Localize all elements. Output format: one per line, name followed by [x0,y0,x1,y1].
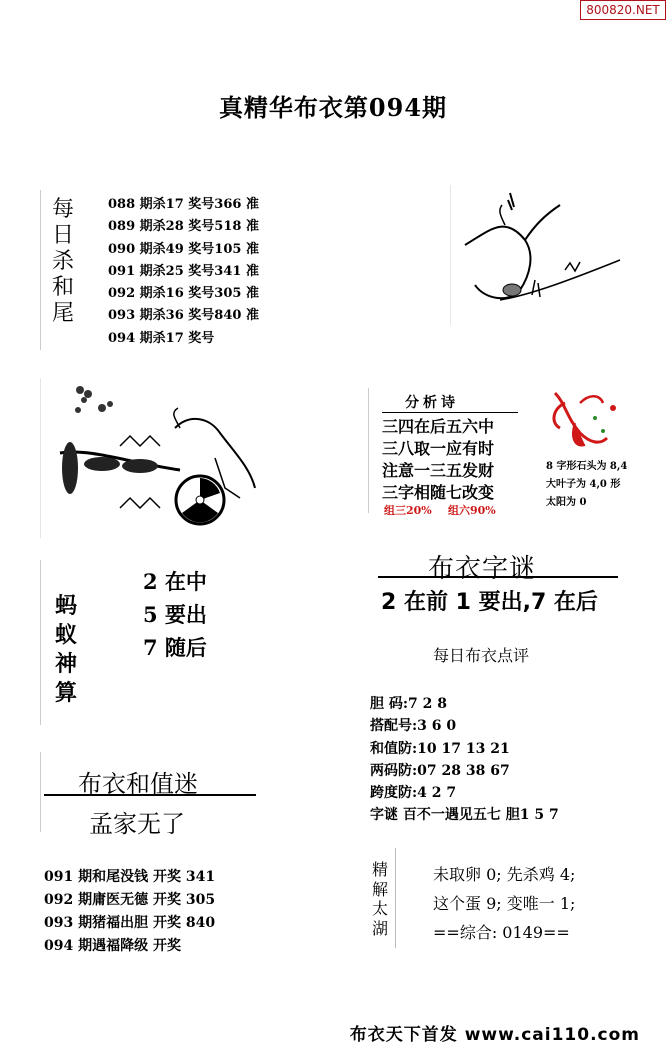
poem-line: 三四在后五六中 [382,417,495,436]
list-item: 092 期杀16 奖号305 准 [108,286,259,302]
shape-note-line: 太阳为 0 [546,497,587,508]
list-item: 089 期杀28 奖号518 准 [108,219,259,235]
list-item: 091 期和尾没钱 开奖 341 [44,869,216,885]
vertical-char: 太 [372,899,389,918]
divider [40,190,41,350]
list-item: ==综合: 0149== [433,923,570,942]
bird-illustration [450,185,630,325]
shape-note-line: 8 字形石头为 8,4 [546,461,628,472]
vertical-char: 解 [372,879,389,899]
list-item: 和值防:10 17 13 21 [370,740,510,757]
list-item: 2 在中 [143,569,207,594]
riddle-underline [378,576,618,578]
divider [368,388,369,513]
footer-text: 布衣天下首发 www.cai110.com [349,1025,640,1045]
divider [40,560,41,725]
daily-kill-vertical-label [52,197,74,327]
poem-line: 三八取一应有时 [382,439,495,458]
list-item: 未取卵 0; 先杀鸡 4; [433,865,576,884]
page-title: 真精华布衣第094期 [218,93,448,122]
list-item: 跨度防:4 2 7 [370,785,457,802]
vertical-char: 蚁 [55,622,78,648]
vertical-char: 神 [55,651,78,677]
list-item: 7 随后 [143,635,207,660]
list-item: 088 期杀17 奖号366 准 [108,197,259,212]
vertical-char: 和 [52,275,75,300]
divider [395,848,396,948]
jingjie-lines [433,860,575,947]
poem-line: 三字相随七改变 [382,483,495,502]
ant-list [143,565,207,664]
riddle-title: 布衣字谜 [428,554,537,584]
vertical-char: 每 [52,197,75,222]
list-item: 090 期杀49 奖号105 准 [108,241,259,257]
list-item: 搭配号:3 6 0 [370,718,457,735]
divider [40,752,41,832]
plant-illustration [545,383,625,455]
poem-footer-left: 组三20% [384,504,432,517]
poem-line: 注意一三五发财 [382,461,495,480]
list-item: 胆 码:7 2 8 [370,696,448,712]
list-item: 094 期杀17 奖号 [108,330,215,346]
list-item: 两码防:07 28 38 67 [370,762,510,779]
poem-title-underline [382,412,518,413]
list-item: 093 期猪福出胆 开奖 840 [44,915,216,931]
list-item: 092 期庸医无德 开奖 305 [44,892,216,908]
ant-vertical-label [55,592,77,708]
jingjie-vertical-label [372,860,388,938]
poem-footer-right: 组六90% [448,504,496,517]
list-item: 093 期杀36 奖号840 准 [108,308,259,324]
site-watermark: 800820.NET [580,0,666,20]
vertical-char: 算 [55,680,78,706]
list-item: 5 要出 [143,602,207,627]
list-item: 094 期遇福降级 开奖 [44,938,181,954]
vertical-char: 湖 [372,918,389,938]
riddle-answer: 2 在前 1 要出,7 在后 [381,590,598,615]
cart-illustration [40,378,270,538]
sum-riddle-title: 布衣和值迷 [78,770,198,798]
daily-kill-list [108,194,259,350]
vertical-char: 尾 [52,301,75,326]
list-item: 字谜 百不一遇见五七 胆1 5 7 [370,807,559,824]
list-item: 这个蛋 9; 变唯一 1; [433,894,576,913]
daily-comment-title: 每日布衣点评 [433,646,530,665]
shape-note-line: 大叶子为 4,0 形 [546,479,621,490]
list-item: 091 期杀25 奖号341 准 [108,263,259,279]
vertical-char: 蚂 [55,593,78,619]
stats-list [370,693,559,827]
vertical-char: 精 [372,860,389,879]
vertical-char: 杀 [52,249,75,274]
shape-note [546,458,627,512]
poem-title: 分析诗 [405,395,459,411]
sum-riddle-answer: 孟家无了 [89,810,185,838]
vertical-char: 日 [52,223,75,248]
sum-riddle-underline [44,794,256,796]
open-list [44,866,215,958]
